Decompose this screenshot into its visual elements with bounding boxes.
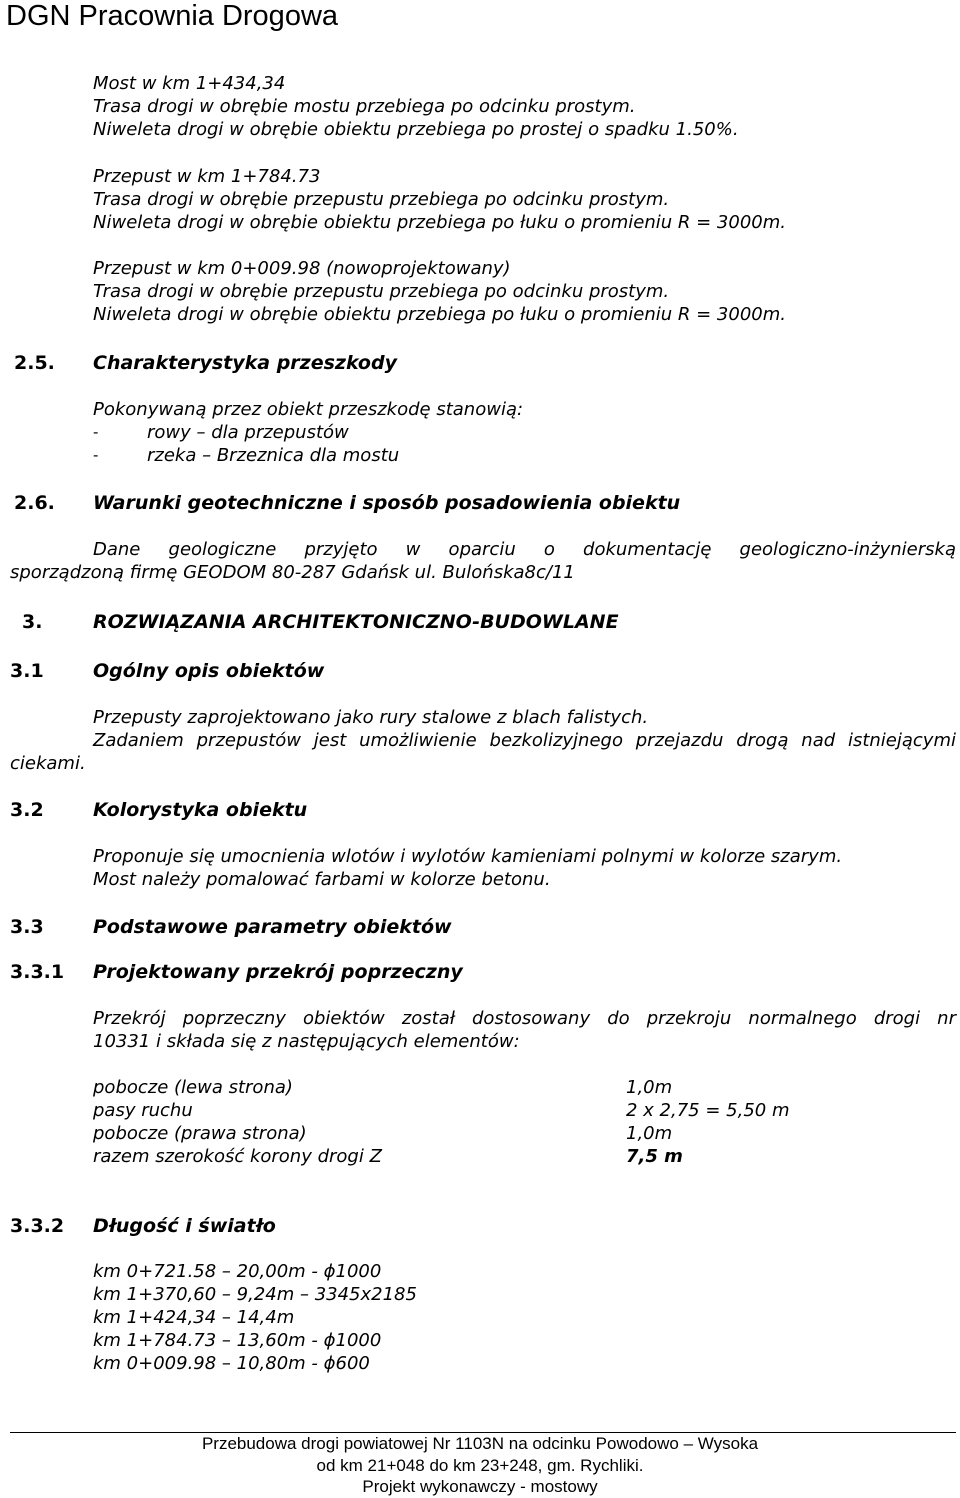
paragraph-first-line: Dane geologiczne przyjęto w oparciu o dokumentację geologiczno-inżynierską (93, 539, 956, 560)
param-value: 1,0m (626, 1123, 673, 1144)
section-number: 3.2 (10, 799, 44, 821)
list-item: rowy – dla przepustów (147, 422, 349, 443)
list-item: km 1+370,60 – 9,24m – 3345x2185 (93, 1284, 417, 1305)
culvert-line: Trasa drogi w obrębie przepustu przebiega po odcinku prostym. (93, 189, 670, 210)
section-heading: Kolorystyka obiektu (93, 799, 308, 821)
param-label: razem szerokość korony drogi Z (93, 1146, 382, 1167)
paragraph-continuation: ciekami. (10, 753, 86, 774)
page-header-title: DGN Pracownia Drogowa (6, 0, 339, 32)
list-dash: - (93, 423, 99, 441)
paragraph-continuation: sporządzoną firmę GEODOM 80-287 Gdańsk ul. Bulońska8c/11 (10, 562, 575, 583)
paragraph-first-line: Zadaniem przepustów jest umożliwienie bezkolizyjnego przejazdu drogą nad istniejącymi (93, 730, 956, 751)
subsection-heading: Długość i światło (93, 1215, 276, 1237)
chapter-number: 3. (22, 611, 43, 633)
footer-line: od km 21+048 do km 23+248, gm. Rychliki. (316, 1456, 644, 1475)
chapter-heading: ROZWIĄZANIA ARCHITEKTONICZNO-BUDOWLANE (93, 611, 619, 633)
param-label: pobocze (lewa strona) (93, 1077, 293, 1098)
paragraph-continuation: 10331 i składa się z następujących elementów: (93, 1031, 520, 1052)
section-number: 3.1 (10, 660, 44, 682)
list-item: km 1+424,34 – 14,4m (93, 1307, 295, 1328)
culvert-line: Przepust w km 1+784.73 (93, 166, 321, 187)
footer-line: Przebudowa drogi powiatowej Nr 1103N na odcinku Powodowo – Wysoka (201, 1434, 759, 1453)
bridge-line: Most w km 1+434,34 (93, 73, 286, 94)
section-heading: Ogólny opis obiektów (93, 660, 325, 682)
section-paragraph (10, 538, 956, 584)
param-label: pasy ruchu (93, 1100, 193, 1121)
param-label: pobocze (prawa strona) (93, 1123, 307, 1144)
section-number: 2.6. (14, 492, 55, 514)
subsection-number: 3.3.1 (10, 961, 65, 983)
subsection-number: 3.3.2 (10, 1215, 65, 1237)
paragraph-first-line: Przekrój poprzeczny obiektów został dostosowany do przekroju normalnego drogi nr (93, 1008, 956, 1029)
bridge-line: Niweleta drogi w obrębie obiektu przebiega po prostej o spadku 1.50%. (93, 119, 739, 140)
param-total-value: 7,5 m (626, 1146, 683, 1167)
param-value: 2 x 2,75 = 5,50 m (626, 1100, 790, 1121)
list-item: rzeka – Brzeznica dla mostu (147, 445, 400, 466)
list-dash: - (93, 446, 99, 464)
list-item: km 1+784.73 – 13,60m - ϕ1000 (93, 1330, 382, 1351)
subsection-heading: Projektowany przekrój poprzeczny (93, 961, 463, 983)
section-text: Most należy pomalować farbami w kolorze betonu. (93, 869, 551, 890)
section-text: Proponuje się umocnienia wlotów i wylotów kamieniami polnymi w kolorze szarym. (93, 846, 843, 867)
section-paragraph (10, 729, 956, 775)
section-heading: Warunki geotechniczne i sposób posadowienia obiektu (93, 492, 681, 514)
list-item: km 0+009.98 – 10,80m - ϕ600 (93, 1353, 370, 1374)
section-number: 2.5. (14, 352, 55, 374)
section-paragraph (10, 1007, 956, 1053)
list-item: km 0+721.58 – 20,00m - ϕ1000 (93, 1261, 382, 1282)
section-number: 3.3 (10, 916, 44, 938)
culvert-line: Niweleta drogi w obrębie obiektu przebiega po łuku o promieniu R = 3000m. (93, 212, 786, 233)
culvert-line: Niweleta drogi w obrębie obiektu przebiega po łuku o promieniu R = 3000m. (93, 304, 786, 325)
culvert-line: Przepust w km 0+009.98 (nowoprojektowany) (93, 258, 511, 279)
footer-line: Projekt wykonawczy - mostowy (362, 1477, 598, 1496)
section-heading: Podstawowe parametry obiektów (93, 916, 452, 938)
section-text: Przepusty zaprojektowano jako rury stalowe z blach falistych. (93, 707, 649, 728)
section-text: Pokonywaną przez obiekt przeszkodę stanowią: (93, 399, 524, 420)
param-value: 1,0m (626, 1077, 673, 1098)
culvert-line: Trasa drogi w obrębie przepustu przebiega po odcinku prostym. (93, 281, 670, 302)
bridge-line: Trasa drogi w obrębie mostu przebiega po odcinku prostym. (93, 96, 636, 117)
section-heading: Charakterystyka przeszkody (93, 352, 397, 374)
